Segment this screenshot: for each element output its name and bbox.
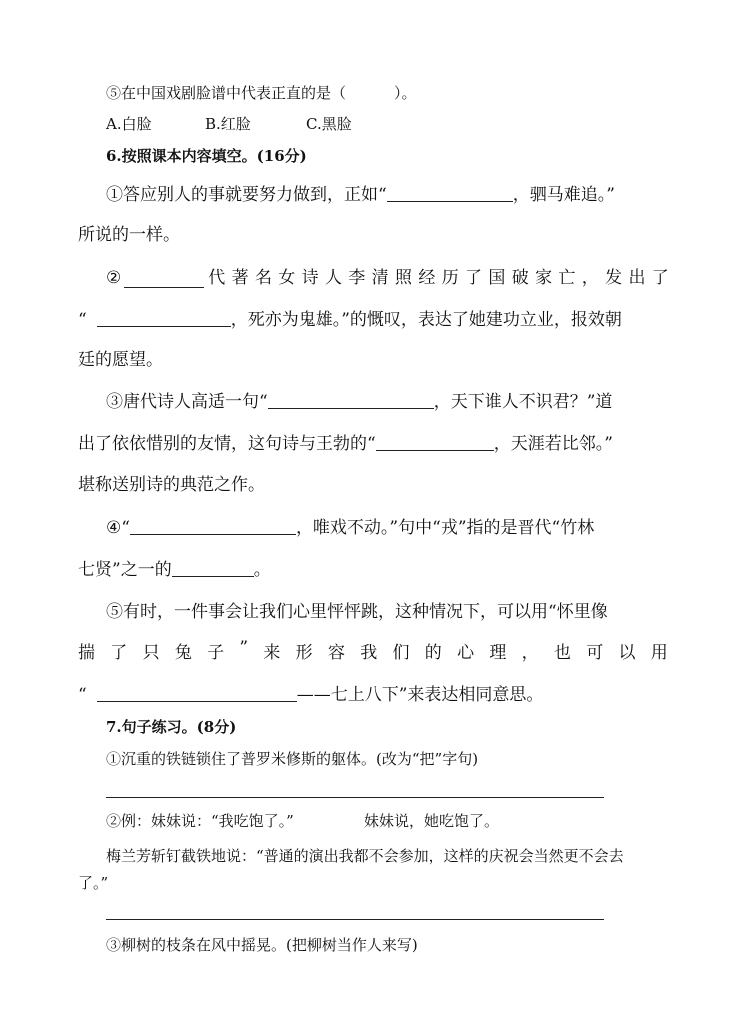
s6-item2-char: 历 bbox=[441, 268, 459, 288]
s6-item4-line2-post: 。 bbox=[253, 560, 271, 580]
fill-blank[interactable] bbox=[376, 433, 494, 451]
s6-item5-char: 了 bbox=[110, 643, 128, 663]
s6-item2-char: 出 bbox=[628, 268, 646, 288]
s6-item2-char: 代 bbox=[208, 268, 226, 288]
s6-item3-line1 bbox=[106, 387, 612, 412]
s6-item5-char: 以 bbox=[618, 643, 636, 663]
s6-item2-char: 发 bbox=[605, 268, 623, 288]
s6-item5-char: 容 bbox=[327, 643, 345, 663]
s6-item5-char: 用 bbox=[650, 643, 668, 663]
s6-item2-line3: 廷的愿望。 bbox=[78, 350, 163, 370]
s6-item5-char: 只 bbox=[142, 643, 160, 663]
s6-item3-line2-post: ，天涯若比邻。” bbox=[493, 434, 613, 454]
s6-item3-line2-pre: 出了依依惜别的友情，这句诗与王勃的“ bbox=[78, 434, 376, 454]
s6-item2-char: 名 bbox=[254, 268, 272, 288]
s6-item5-char: 也 bbox=[553, 643, 571, 663]
s7-item2-example-answer: 妹妹说，她吃饱了。 bbox=[364, 812, 500, 830]
answer-line[interactable] bbox=[106, 797, 604, 798]
s6-item2-char: 了 bbox=[465, 268, 483, 288]
s6-item5-line1: ⑤有时，一件事会让我们心里怦怦跳，这种情况下，可以用“怀里像 bbox=[106, 602, 608, 622]
s7-item2-question: 梅兰芳斩钉截铁地说：“普通的演出我都不会参加，这样的庆祝会当然更不会去 bbox=[106, 847, 624, 865]
s6-item2-num: ② bbox=[106, 268, 122, 288]
s6-item5-char: 揣 bbox=[78, 643, 95, 663]
s6-item2-char: 李 bbox=[348, 268, 366, 288]
s6-item5-char: ” bbox=[239, 638, 249, 658]
option-c[interactable]: C.黑脸 bbox=[306, 115, 352, 133]
s6-item5-line3 bbox=[78, 680, 543, 705]
s6-item2-char: ， bbox=[581, 268, 599, 288]
s6-item2-char: 女 bbox=[278, 268, 296, 288]
s6-item2-char: 家 bbox=[535, 268, 553, 288]
s6-item4-line2-pre: 七贤”之一的 bbox=[78, 560, 172, 580]
s6-item1-pre: ①答应别人的事就要努力做到，正如“ bbox=[106, 185, 387, 205]
s6-item2-char: 著 bbox=[231, 268, 249, 288]
s6-item4-line2 bbox=[78, 555, 271, 580]
s6-item5-char: 心 bbox=[457, 643, 475, 663]
fill-blank[interactable] bbox=[124, 270, 204, 288]
fill-blank[interactable] bbox=[97, 309, 231, 327]
fill-blank[interactable] bbox=[387, 184, 513, 202]
s6-item2-char: 诗 bbox=[301, 268, 319, 288]
s6-item5-char: 我 bbox=[360, 643, 378, 663]
s6-item4-pre: ④“ bbox=[106, 518, 130, 538]
s6-item3-line2 bbox=[78, 429, 613, 454]
fill-blank[interactable] bbox=[130, 517, 296, 535]
s6-item2-post: ，死亦为鬼雄。”的慨叹，表达了她建功立业，报效朝 bbox=[230, 310, 622, 330]
s6-item2-char: 清 bbox=[371, 268, 389, 288]
s6-item2-line2 bbox=[78, 305, 622, 330]
s6-item3-line3: 堪称送别诗的典范之作。 bbox=[78, 475, 265, 495]
fill-blank[interactable] bbox=[97, 684, 297, 702]
s6-item5-char: 子 bbox=[207, 643, 225, 663]
s7-item3: ③柳树的枝条在风中摇晃。(把柳树当作人来写) bbox=[106, 936, 418, 954]
s6-item2-tail bbox=[208, 263, 669, 288]
s7-item2-example: ②例：妹妹说：“我吃饱了。” bbox=[106, 812, 294, 830]
s6-item5-char: 形 bbox=[295, 643, 313, 663]
s6-item5-char: ， bbox=[521, 643, 539, 663]
q5-stem-end: ）。 bbox=[394, 84, 417, 102]
q5-stem-text: ⑤在中国戏剧脸谱中代表正直的是（ bbox=[106, 84, 347, 102]
s6-item5-char: 们 bbox=[392, 643, 410, 663]
s6-item4-line1 bbox=[106, 513, 594, 538]
s6-item5-char: 理 bbox=[489, 643, 507, 663]
s6-item5-char: 来 bbox=[263, 643, 281, 663]
s6-item5-char: 兔 bbox=[174, 643, 192, 663]
s6-item5-open-quote: “ bbox=[78, 685, 87, 705]
answer-line[interactable] bbox=[106, 919, 604, 920]
s6-item2-char: 经 bbox=[418, 268, 436, 288]
s7-item1: ①沉重的铁链锁住了普罗米修斯的躯体。(改为“把”字句) bbox=[106, 750, 479, 768]
s6-item5-char: 可 bbox=[586, 643, 604, 663]
option-b[interactable]: B.红脸 bbox=[205, 115, 251, 133]
s7-item2-question-end: 了。” bbox=[78, 874, 109, 892]
s6-item2-char: 人 bbox=[324, 268, 342, 288]
s6-item1-line2: 所说的一样。 bbox=[78, 225, 180, 245]
s6-item4-post: ，唯戏不动。”句中“戎”指的是晋代“竹林 bbox=[295, 518, 595, 538]
q5-stem bbox=[106, 82, 417, 103]
s6-item2-char: 亡 bbox=[558, 268, 576, 288]
s6-item5-line2 bbox=[78, 638, 668, 663]
s6-item2-char: 了 bbox=[651, 268, 669, 288]
section6-heading: 6.按照课本内容填空。(16分) bbox=[106, 147, 307, 165]
s6-item5-post: ——七上八下”来表达相同意思。 bbox=[296, 685, 544, 705]
option-a[interactable]: A.白脸 bbox=[106, 115, 152, 133]
fill-blank[interactable] bbox=[268, 391, 434, 409]
fill-blank[interactable] bbox=[172, 559, 254, 577]
s6-item2-char: 照 bbox=[395, 268, 412, 288]
s6-item2-char: 破 bbox=[511, 268, 529, 288]
section7-heading: 7.句子练习。(8分) bbox=[106, 718, 237, 736]
s6-item3-post: ，天下谁人不识君？”道 bbox=[433, 392, 613, 412]
s6-item2-line1 bbox=[106, 263, 669, 288]
s6-item1-post: ，驷马难追。” bbox=[512, 185, 615, 205]
s6-item5-char: 的 bbox=[424, 643, 442, 663]
s6-item2-open-quote: “ bbox=[78, 310, 87, 330]
s6-item2-char: 国 bbox=[488, 268, 506, 288]
s6-item1-line1 bbox=[106, 180, 615, 205]
s6-item3-pre: ③唐代诗人高适一句“ bbox=[106, 392, 268, 412]
